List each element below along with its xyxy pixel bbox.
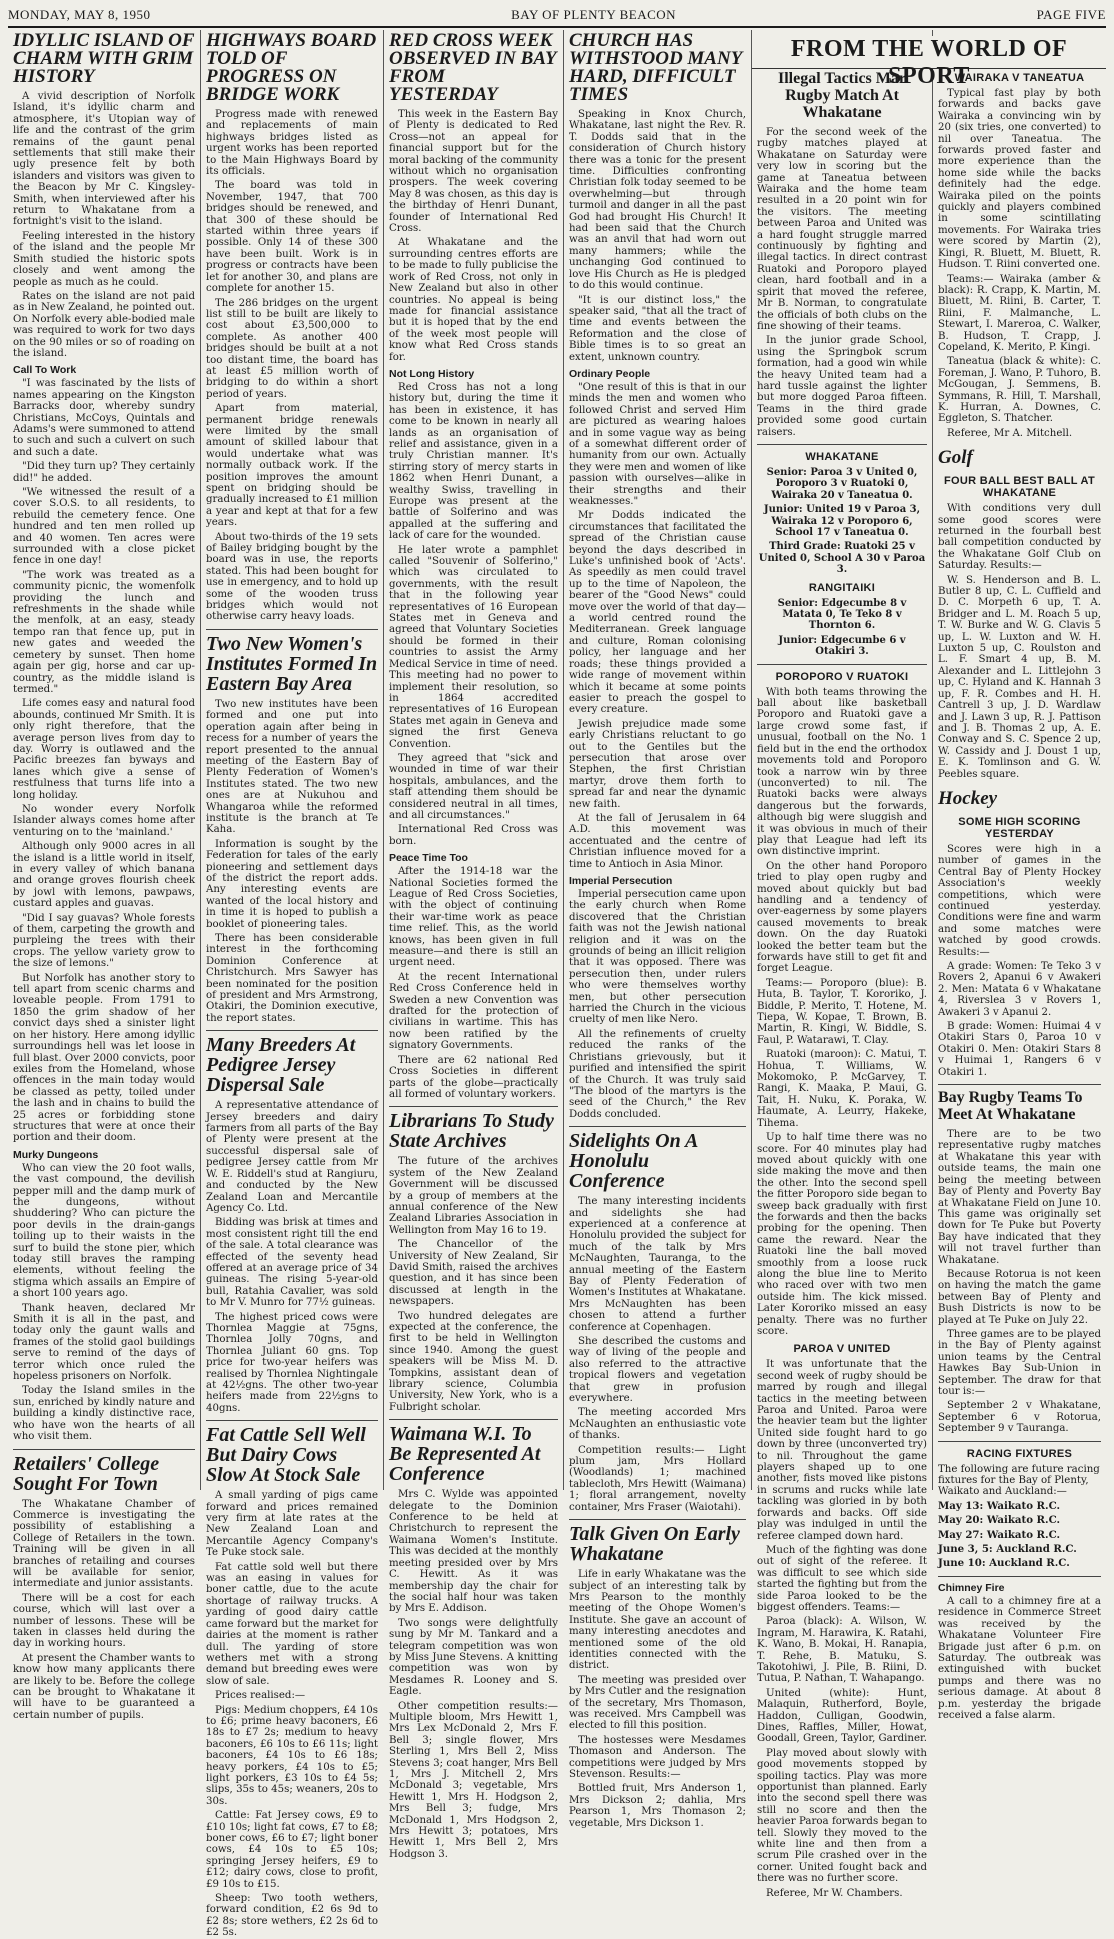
honolulu-paragraph: The many interesting incidents and sidelights she had experienced at a conference at Honolulu provided the subject for much of the talk by Mrs McNaughten, Tauranga, to the annual meeting of the Eastern Bay of Plenty Federation of Women's Institutes at Whakatane. Mrs McNaughten has been chosen to attend a further conference at Copenhagen. <box>569 1196 746 1333</box>
result-line: Junior: Edgecumbe 6 v Otakiri 3. <box>778 634 906 658</box>
norfolk-subhead: Call To Work <box>13 364 77 377</box>
fatcattle-paragraph: Pigs: Medium choppers, £4 10s to £6; prime heavy baconers, £6 18s to £7 2s; medium to heavy baconers, £6 10s to £6 11s; light baconers, £4 10s to £6 18s; heavy porkers, £4 10s to £5; light porkers, £3 10s to £4 5s; slips, 35s to 45s; weaners, 20s to 30s. <box>206 1704 378 1807</box>
wairaka-article <box>938 72 1101 439</box>
norfolk-paragraph: Who can view the 20 foot walls, the vast compound, the devilish pepper mill and the damp murk of the dungeons, without shuddering? Who can picture the poor devils in the drain-gangs toiling up to their waists in the surf to build the stone pier, which today still braves the ramping elements, without feeling the stigma which assails an Empire of a short 100 years ago. <box>13 1162 195 1300</box>
retailers-article <box>13 1454 195 1722</box>
church-paragraph: Jewish prejudice made some early Christians reluctant to go out to the Gentiles but the persecution that arose over Stephen, the first Christian martyr, drove them forth to spread far and near the dynamic new faith. <box>569 718 746 810</box>
church-paragraph: All the refinements of cruelty reduced the ranks of the Christians grievously, but it purified and intensified the spirit of the Church. It was truly said "The blood of the martyrs is the seed of the Church," the Rev Dodds concluded. <box>569 1028 746 1120</box>
column-6 <box>933 30 1106 1721</box>
breeders-paragraph: The highest priced cows were Thornlea Maggie at 75gns, Thornlea Jolly 70gns, and Thornlea Juliant 60 gns. Top price for two-year heifers was realised by Thornlea Nightingale at 42½gns. The other two-year heifers made from 22½gns to 40gns. <box>206 1311 378 1414</box>
poroporo-paragraph: On the other hand Poroporo tried to play open rugby and moved about quickly but bad handling and a tendency of over-eagerness by some players caused movements to break down. On the day Ruatoki looked the better team but the forwards have still to get fit and forget League. <box>757 860 927 975</box>
article-divider <box>938 1576 1101 1577</box>
article-divider <box>13 1449 195 1450</box>
norfolk-paragraph: Thank heaven, declared Mr Smith it is all in the past, and today only the gaunt walls and frames of the stolid gaol buildings serve to remind of the days of terror which once ruled the hopeless prisoners on Norfolk. <box>13 1302 195 1383</box>
article-divider <box>938 1084 1101 1085</box>
masthead <box>8 4 1106 28</box>
waimana-paragraph: Two songs were delightfully sung by Mr M. Tankard and a telegram competition was won by Miss June Stevens. A knitting competition was won by Mesdames R. Looney and S. Eagle. <box>389 1617 558 1698</box>
column-5 <box>752 30 933 1899</box>
highways-paragraph: About two-thirds of the 19 sets of Bailey bridging bought by the board was in use, the reports stated. This had been bought for use in emergency, and to hold up some of the wooden truss bridges which would not otherwise carry heavy loads. <box>206 531 378 623</box>
illegal-tactics-article <box>757 70 927 438</box>
librarians-paragraph: The Chancellor of the University of New Zealand, Sir David Smith, raised the archives question, and it has since been discussed at length in the newspapers. <box>389 1239 558 1308</box>
redcross-subhead: Peace Time Too <box>389 852 468 865</box>
fatcattle-paragraph: Prices realised:— <box>215 1690 306 1702</box>
wairaka-paragraph: Typical fast play by both forwards and backs gave Wairaka a convincing win by 20 (six tries, one converted) to nil over Taneatua. The forwards proved faster and more experience than the home side while the backs definitely had the edge. Wairaka piled on the points quickly and players combined in some scintillating movements. For Wairaka tries were scored by Martin (2), Kingi, R. Bluett, M. Bluett, R. Hudson. T. Riini converted one. <box>938 88 1101 271</box>
bayrugby-paragraph: Because Rotorua is not keen on having the match the game between Bay of Plenty and Bush Districts is now to be played at Te Puke on July 22. <box>938 1268 1101 1326</box>
institutes-paragraph: There has been considerable interest in the forthcoming Dominion Conference at Christchurch. Mrs Sawyer has been nominated for the position of president and Mrs Armstrong, Otakiri, the Dominion executive, the report states. <box>206 933 378 1024</box>
fixture-line: May 13: Waikato R.C. <box>938 1499 1061 1512</box>
highways-paragraph: The board was told in November, 1947, that 700 bridges should be renewed, and that 300 of these should be started within three years if possible. Only 14 of these 300 have been built. Work is in progress or contracts have been let for another 30, and plans are complete for another 15. <box>206 180 378 295</box>
fixture-line: June 10: Auckland R.C. <box>938 1557 1070 1570</box>
church-paragraph: Speaking in Knox Church, Whakatane, last night the Rev. R. T. Dodds said that in the consideration of Church history there was a tonic for the present time. Difficulties confronting Christian folk today seemed to be overwhelming—but through turmoil and danger in all the past God had brought His Church! It had been said that the Church was an anvil that had worn out many hammers; while the unchanging God continued to love His Church as He is pledged to do this would continue. <box>569 109 746 292</box>
church-paragraph: Mr Dodds indicated the circumstances that facilitated the spread of the Christian cause beyond the days described in Luke's unfinished book of 'Acts'. As speedily as men could travel up to the time of Napoleon, the bearer of the "Good News" could move over the world of that day—a world centred round the Mediterranean. Greek language and culture, Roman colonising policy, her language and her roads; these things provided a wide range of movement within which it became at some points easier to preach the gospel to every creature. <box>569 510 746 716</box>
librarians-paragraph: The future of the archives system of the New Zealand Government will be discussed by a group of members at the annual conference of the New Zealand Libraries Association in Wellington from May 16 to 19. <box>389 1156 558 1236</box>
whakatane-results-title: WHAKATANE <box>805 450 879 463</box>
hockey-section-title: Hockey <box>938 787 998 809</box>
redcross-paragraph: This week in the Eastern Bay of Plenty is dedicated to Red Cross—not an appeal for financial support but for the moral backing of the community without which no organisation prospers. The week covering May 8 was chosen, as this day is the birthday of Henri Dunant, founder of International Red Cross. <box>389 109 558 235</box>
wairaka-paragraph: Referee, Mr A. Mitchell. <box>947 427 1073 439</box>
institutes-paragraph: Two new institutes have been formed and one put into operation again after being in recess for a number of years the report presented to the annual meeting of the Eastern Bay of Plenty Federation of Women's Institutes stated. The two new ones are at Nukuhou and Whangaroa while the reformed institute is the branch at Te Kaha. <box>206 698 378 836</box>
wairaka-paragraph: Taneatua (black & white): C. Foreman, J. Wano, P. Tuhoro, B. McGougan, J. Semmens, B. Symmans, R. Hill, T. Marshall, K. Hurran, A. Downes, C. Eggleton, S. Thatcher. <box>938 356 1101 425</box>
result-line: Third Grade: Ruatoki 25 v United 0, School A 30 v Paroa 3. <box>758 541 926 576</box>
fatcattle-article <box>206 1425 378 1938</box>
norfolk-article <box>13 32 195 1443</box>
hockey-paragraph: Scores were high in a number of games in the Central Bay of Plenty Hockey Association's weekly competitions, which were continued yesterday. Conditions were fine and warm and some matches were watched by good crowds. Results:— <box>938 843 1101 958</box>
column-1 <box>8 30 201 1721</box>
article-divider <box>569 1519 746 1520</box>
paroa-paragraph: Much of the fighting was done out of sight of the referee. It was difficult to see which side started the fighting but from the side Paroa looked to be the biggest offenders. Teams:— <box>757 1544 927 1613</box>
norfolk-paragraph: Although only 9000 acres in all the island is a little world in itself, in every valley of which banana and orange groves flourish cheek by jowl with lemons, pawpaws, custard apples and guavas. <box>13 841 195 910</box>
norfolk-paragraph: Today the Island smiles in the sun, enriched by kindly nature and building a kindly distinctive race, who have won the hearts of all who visit them. <box>13 1385 195 1443</box>
redcross-subhead: Not Long History <box>389 367 475 380</box>
paroa-paragraph: It was unfortunate that the second week of rugby should be marred by rough and illegal tactics in the meeting between Paroa and United. Paroa were the heavier team but the lighter United side fought hard to go down by three (unconverted try) to nil. Throughout the game players shaped up to one another, fists moved like pistons in scrums and rucks while late tackling was gloried in by both forwards and backs. Off side play was indulged in until the referee clamped down hard. <box>757 1359 927 1542</box>
bayrugby-headline: Bay Rugby Teams To Meet At Whakatane <box>938 1089 1083 1124</box>
article-divider <box>206 1420 378 1421</box>
norfolk-paragraph: "I was fascinated by the lists of names appearing on the Kingston Barracks door, whereby sundry Christians, McCoys, Quintals and Adams's were summoned to attend to such and such a culvert on such and such a date. <box>13 378 195 458</box>
norfolk-paragraph: "The work was treated as a community picnic, the womenfolk providing the lunch and refreshments in the shade while the menfolk, at an easy, steady tempo ran that fence up, put in new gates and weeded the cemetery by sunset. Then home again per gig, horse and car up-country, as the middle island is termed." <box>13 569 195 695</box>
wairaka-title: WAIRAKA V TANEATUA <box>954 72 1085 84</box>
highways-paragraph: Apart from material, permanent bridge renewals were limited by the small amount of skilled labour that would undertake what was normally outback work. If the position improves the amount spent on bridging should be gradually increased to £1 million a year and kept at that for a few years. <box>206 403 378 529</box>
hockey-paragraph: A grade: Women: Te Teko 3 v Rovers 2, Apanui 6 v Awakeri 2. Men: Matata 6 v Whakatane 4, Riverslea 3 v Rovers 1, Awakeri 3 v Apanui 2. <box>938 961 1101 1018</box>
church-paragraph: Imperial persecution came upon the early church when Rome discovered that the Christian faith was not the Jewish national religion and it was on the grounds of being an illicit religion that it was opposed. There was persecution then, under rulers who were themselves worthy men, but other persecution harried the Church in the vicious cruelty of men like Nero. <box>569 889 746 1026</box>
article-divider <box>569 1126 746 1127</box>
retailers-paragraph: There will be a cost for each course, which will last over a number of lessons. These will be taken in classes held during the day in working hours. <box>13 1592 195 1650</box>
paroa-paragraph: Play moved about slowly with good movements stopped by spoiling tactics. Play was more opportunist than planned. Early into the second spell there was still no score and then the heavier Paroa forwards began to tell. Slowly they moved to the white line and then from a scrum Pile crashed over in the corner. United fought back and there was no further score. <box>757 1747 927 1885</box>
redcross-paragraph: After the 1914-18 war the National Societies formed the League of Red Cross Societies, with the object of continuing their war-time work as peace time relief. This, as the world knows, has been given in full measure—and there is still an urgent need. <box>389 866 558 969</box>
fatcattle-paragraph: Fat cattle sold well but there was an easing in values for boner cattle, due to the acute shortage of railway trucks. A yarding of good dairy cattle came forward but the market for dairies at the moment is rather dull. The yarding of store wethers met with a strong demand but breeding ewes were slow of sale. <box>206 1561 378 1687</box>
whakatane-results <box>757 451 927 576</box>
poroporo-paragraph: Up to half time there was no score. For 40 minutes play had moved about quickly with one side making the move and then the other. Into the second spell the fitter Poroporo side began to sweep back gradually with first the forwards and then the backs probing for the opening. Then came the reward. Near the Ruatoki line the ball moved smoothly from a loose ruck along the blue line to Merito who raced over with two men outside him. The kick missed. Later Kororiko missed an easy penalty. There was no further score. <box>757 1132 927 1337</box>
fixture-line: May 27: Waikato R.C. <box>938 1528 1061 1541</box>
golf-paragraph: W. S. Henderson and B. L. Butler 8 up, C. L. Cuffield and D. C. Morpeth 6 up, T. A. Bridger and L. M. Roach 5 up, T. W. Burke and W. G. Clavis 5 up, L. W. Luxton and W. H. Luxton 5 up, C. Roulston and L. F. Smart 4 up, B. M. Alexander and L. Littlejohn 3 up, C. Hyland and K. Hannah 3 up, F. R. Combes and H. H. Cantrell 3 up, J. D. Wardlaw and J. Lawn 3 up, R. J. Pattison and J. B. Thomas 2 up, A. E. Conway and S. C. Spence 2 up, W. Cassidy and J. Doust 1 up, E. K. Tomlinson and G. W. Peebles square. <box>938 574 1101 780</box>
paroa-paragraph: Referee, Mr W. Chambers. <box>766 1887 903 1899</box>
norfolk-paragraph: Rates on the island are not paid as in New Zealand, he pointed out. On Norfolk every able-bodied male was required to work for two days on the 90 miles or so of roading on the island. <box>13 290 195 359</box>
poroporo-title: POROPORO V RUATOKI <box>775 670 909 683</box>
redcross-article <box>389 32 558 1100</box>
norfolk-paragraph: No wonder every Norfolk Islander always comes home after venturing on to the 'mainland.' <box>13 803 195 838</box>
fixture-line: May 20: Waikato R.C. <box>938 1514 1061 1527</box>
norfolk-paragraph: But Norfolk has another story to tell apart from scenic charms and loveable people. From 1791 to 1850 the grim shadow of her convict days shed a sinister light on her history. Here among idyllic surroundings hell was let loose in full blast. Over 2000 convicts, poor exiles from the Homeland, whose offences in the main today would be classed as petty, toiled under the lash and in chains to build the 25 acres or forbidding stone structures that were at once their portion and their doom. <box>13 972 195 1144</box>
norfolk-paragraph: A vivid description of Norfolk Island, it's idyllic charm and atmosphere, it's Utopian way of life and the contrast of the grim remains of the gaunt penal settlements that still make their ugly presence felt by both islanders and visitors was given to the Beacon by Mr C. Kingsley-Smith, when interviewed after his return to Whakatane from a fortnight's visit to the island. <box>13 91 195 228</box>
result-line: Senior: Paroa 3 v United 0, Poroporo 3 v Ruatoki 0, Wairaka 20 v Taneatua 0. <box>766 466 918 501</box>
article-divider <box>389 1106 558 1107</box>
norfolk-paragraph: Life comes easy and natural food abounds, continued Mr Smith. It is only right therefore, that the average person lives from day to day. Worry is outlawed and the Pacific breezes fan byways and lanes which give a sense of restfulness that turns life into a long holiday. <box>13 698 195 801</box>
norfolk-headline: IDYLLIC ISLAND OF CHARM WITH GRIM HISTORY <box>13 30 195 87</box>
talk-headline: Talk Given On Early Whakatane <box>569 1523 740 1566</box>
paroa-paragraph: United (white): Hunt, Malaquin, Rutherford, Boyle, Haddon, Culligan, Goodwin, Dines, Raffles, Miller, Howat, Goodall, Green, Taylor, Gardiner. <box>757 1687 927 1745</box>
poroporo-paragraph: Ruatoki (maroon): C. Matui, T. Hohua, T. Williams, W. Mokomoko, P. McGarvey, T. Rangi, K. Maaka, P. Maui, G. Tait, H. Nuku, K. Poraka, W. Haumate, A. Leurry, Hakeke, Tihema. <box>757 1049 927 1129</box>
waimana-article <box>389 1424 558 1860</box>
fatcattle-paragraph: Sheep: Two tooth wethers, forward condition, £2 6s 9d to £2 8s; store wethers, £2 2s 6d to £2 5s. <box>206 1893 378 1939</box>
redcross-paragraph: At the recent International Red Cross Conference held in Sweden a new Convention was drafted for the protection of civilians in wartime. This has now been ratified by the signatory Governments. <box>389 971 558 1052</box>
illegal-tactics-paragraph: For the second week of the rugby matches played at Whakatane on Saturday were very low in scoring but the game at Taneatua between Wairaka and the home team resulted in a 20 point win for the visitors. The meeting between Paroa and United was a hard fought struggle marred continuously by fighting and illegal tactics. In direct contrast Ruatoki and Poroporo played clean, hard football and in a spirit that moved the referee, Mr B. Norman, to congratulate the officials of both clubs on the fine showing of their teams. <box>757 127 927 332</box>
retailers-paragraph: At present the Chamber wants to know how many applicants there are likely to be. Before the college can be brought to Whakatane it will have to be guaranteed a certain number of pupils. <box>13 1652 195 1721</box>
talk-paragraph: The meeting was presided over by Mrs Cutler and the resignation of the secretary, Mrs Thomason, was received. Mrs Campbell was elected to fill this position. <box>569 1674 746 1732</box>
sport-banner: FROM THE WORLD OF SPORT <box>752 36 1106 69</box>
article-divider <box>757 664 927 665</box>
newspaper-name: BAY OF PLENTY BEACON <box>511 7 677 22</box>
highways-paragraph: The 286 bridges on the urgent list still to be built are likely to cost about £3,500,000 to complete. As another 400 bridges should be built at a not too distant time, the board has at least £5 million worth of bridging to do within a short period of years. <box>206 297 378 400</box>
honolulu-headline: Sidelights On A Honolulu Conference <box>569 1130 698 1193</box>
chimney-title: Chimney Fire <box>938 1581 1005 1594</box>
column-3 <box>384 30 564 1860</box>
church-paragraph: At the fall of Jerusalem in 64 A.D. this movement was accentuated and the centre of Christian influence moved for a time to Antioch in Asia Minor. <box>569 812 746 870</box>
golf-paragraph: With conditions very dull some good scores were returned in the fourball best ball competition conducted by the Whakatane Golf Club on Saturday. Results:— <box>938 503 1101 572</box>
norfolk-paragraph: Feeling interested in the history of the island and the people Mr Smith studied the historic spots closely and went among the people as much as he could. <box>13 230 195 288</box>
talk-article <box>569 1524 746 1829</box>
waimana-headline: Waimana W.I. To Be Represented At Conference <box>389 1423 541 1486</box>
honolulu-paragraph: Competition results:— Light plum jam, Mrs Hollard (Woodlands) 1; machined tablecloth, Mrs Hewitt (Waimana) 1; floral arrangement, novelty container, Mrs Fraser (Waiotahi). <box>569 1444 746 1513</box>
result-line: Senior: Edgecumbe 8 v Matata 0, Te Teko 8 v Thornton 6. <box>777 597 907 632</box>
article-divider <box>206 1030 378 1031</box>
highways-paragraph: Progress made with renewed and replacements of main highways bridges listed as urgent works has been reported to the Main Highways Board by its officials. <box>206 109 378 178</box>
article-divider <box>757 444 927 445</box>
golf-section <box>938 447 1101 780</box>
illegal-tactics-headline: Illegal Tactics Mar Rugby Match At Whakatane <box>778 70 906 121</box>
norfolk-paragraph: "We witnessed the result of a cover S.O.S. to all residents, to rebuild the cemetery fence. One hundred and ten men rolled up and 40 women. Ten acres were surrounded with a close picket fence in one day! <box>13 487 195 567</box>
breeders-headline: Many Breeders At Pedigree Jersey Dispersal Sale <box>206 1034 356 1097</box>
church-paragraph: "One result of this is that in our minds the men and women who followed Christ and served Him are pictured as wearing haloes and in some vague way as being of a somewhat different order of humanity from our own. Actually they were men and women of like passion with ourselves—alike in their strengths and their weaknesses." <box>569 381 746 507</box>
institutes-article <box>206 634 378 1024</box>
waimana-paragraph: Other competition results:— Multiple bloom, Mrs Hewitt 1, Mrs Lex McDonald 2, Mrs F. Bell 3; single flower, Mrs Sterling 1, Mrs Bell 2, Miss Stevens 3; coat hanger, Mrs Bell 1, Mrs J. Mitchell 2, Mrs McDonald 3; vegetable, Mrs Hewitt 1, Mrs H. Hodgson 2, Mrs Bell 3; fudge, Mrs McDonald 1, Mrs Hodgson 2, Mrs Hewitt 3; potatoes, Mrs Hewitt 1, Mrs Bell 2, Mrs Hodgson 3. <box>389 1700 558 1860</box>
highways-headline: HIGHWAYS BOARD TOLD OF PROGRESS ON BRIDGE WORK <box>206 30 377 105</box>
article-divider <box>389 1419 558 1420</box>
librarians-headline: Librarians To Study State Archives <box>389 1110 554 1153</box>
redcross-paragraph: Red Cross has not a long history but, during the time it has been in existence, it has come to be known in nearly all lands as an organisation of relief and assistance, given in a truly Christian manner. It's stirring story of mercy starts in 1862 when Henri Dunant, a wealthy Swiss, travelling in Europe was present at the battle of Solferino and was appalled at the suffering and lack of care for the wounded. <box>389 381 558 542</box>
redcross-paragraph: At Whakatane and the surrounding centres efforts are to be made to fully publicise the work of Red Cross, not only in New Zealand but also in other countries. No appeal is being made for financial assistance but it is hoped that by the end of the week most people will know what Red Cross stands for. <box>389 237 558 363</box>
breeders-paragraph: Bidding was brisk at times and most consistent right till the end of the sale. A total clearance was effected of the seventy head offered at an average price of 34 guineas. The rising 5-year-old bull, Ratahia Cavalier, was sold to Mr V. Munro for 77½ guineas. <box>206 1217 378 1309</box>
hockey-paragraph: B grade: Women: Huimai 4 v Otakiri Stars 0, Paroa 10 v Otakiri 0. Men: Otakiri Stars 8 v Huimai 1, Rangers 6 v Otakiri 1. <box>938 1021 1101 1078</box>
poroporo-paragraph: Teams:— Poroporo (blue): B. Huta, B. Taylor, T. Kororiko, J. Biddle, P. Merito, T. Hotene, M. Tiepa, W. Kopae, T. Brown, B. Martin, R. Kingi, W. Biddle, S. Faul, P. Watarawi, T. Clay. <box>757 977 927 1046</box>
talk-paragraph: Bottled fruit, Mrs Anderson 1, Mrs Dickson 2; dahlia, Mrs Pearson 1, Mrs Thomason 2; vegetable, Mrs Dickson 1. <box>569 1783 746 1829</box>
redcross-paragraph: They agreed that "sick and wounded in time of war their hospitals, ambulances, and the staff attending them should be considered neutral in all times, and all circumstances." <box>389 752 558 821</box>
librarians-article <box>389 1111 558 1413</box>
church-paragraph: "It is our distinct loss," the speaker said, "that all the tract of time and events between the Reformation and the close of Bible times is to so great an extent, unknown country. <box>569 294 746 363</box>
retailers-headline: Retailers' College Sought For Town <box>13 1452 160 1495</box>
chimney-paragraph: A call to a chimney fire at a residence in Commerce Street was received by the Whakatane Volunteer Fire Brigade just after 6 p.m. on Saturday. The outbreak was extinguished with bucket pumps and there was no serious damage. At about 8 p.m. yesterday the brigade received a false alarm. <box>938 1595 1101 1721</box>
paroa-article <box>757 1343 927 1899</box>
church-subhead: Imperial Persecution <box>569 875 673 887</box>
bayrugby-paragraph: September 2 v Whakatane, September 6 v Rotorua, September 9 v Tauranga. <box>938 1400 1101 1435</box>
talk-paragraph: The hostesses were Mesdames Thomason and Anderson. The competitions were judged by Mrs Stevenson. Results:— <box>569 1734 746 1780</box>
page-number: PAGE FIVE <box>1036 7 1106 22</box>
redcross-paragraph: International Red Cross was born. <box>389 824 558 847</box>
golf-title: FOUR BALL BEST BALL AT WHAKATANE <box>943 475 1096 500</box>
page-columns <box>8 30 1106 1939</box>
retailers-paragraph: The Whakatane Chamber of Commerce is investigating the possibility of establishing a College of Retailers in the town. Training will be given in all branches of retailing and courses will be available for senior, intermediate and junior assistants. <box>13 1498 195 1590</box>
rangitaiki-results <box>757 582 927 658</box>
fatcattle-headline: Fat Cattle Sell Well But Dairy Cows Slow At Stock Sale <box>206 1424 366 1487</box>
result-line: Junior: United 19 v Paroa 3, Wairaka 12 v Poroporo 6, School 17 v Taneatua 0. <box>763 504 921 538</box>
breeders-paragraph: A representative attendance of Jersey breeders and dairy farmers from all parts of the Bay of Plenty were present at the successful dispersal sale of pedigree Jersey cattle from Mr W. E. Riddell's stud at Rangiuru, and conducted by the New Zealand Loan and Mercantile Agency Co. Ltd. <box>206 1100 378 1214</box>
honolulu-paragraph: She described the customs and way of living of the people and also referred to the attractive tropical flowers and vegetation that grew in profusion everywhere. <box>569 1336 746 1405</box>
hockey-section <box>938 788 1101 1078</box>
poroporo-article <box>757 671 927 1338</box>
institutes-paragraph: Information is sought by the Federation for tales of the early pioneering and settlement days of the district the report adds. Any interesting events are wanted of the local history and in time it is hoped to publish a booklet of pioneering tales. <box>206 838 378 930</box>
wairaka-paragraph: Teams:— Wairaka (amber & black): R. Crapp, K. Martin, M. Bluett, M. Riini, B. Carter, T. Riini, F. Malmanche, L. Stewart, I. Mareroa, C. Walker, B. Hudson, T. Crapp, J. Copeland, K. Merito, P. Kingi. <box>938 273 1101 353</box>
church-subhead: Ordinary People <box>569 367 651 380</box>
talk-paragraph: Life in early Whakatane was the subject of an interesting talk by Mrs Pearson to the monthly meeting of the Ohope Women's Institute. She gave an account of many interesting anecdotes and mentioned some of the old identities connected with the district. <box>569 1569 746 1672</box>
librarians-paragraph: Two hundred delegates are expected at the conference, the first to be held in Wellington since 1940. Among the guest speakers will be Miss M. D. Tompkins, assistant dean of library science, Columbia University, New York, who is a Fulbright scholar. <box>389 1310 558 1413</box>
redcross-paragraph: There are 62 national Red Cross Societies in different parts of the globe—practically all formed of voluntary workers. <box>389 1054 558 1100</box>
redcross-headline: RED CROSS WEEK OBSERVED IN BAY FROM YESTERDAY <box>389 30 556 105</box>
paroa-title: PAROA V UNITED <box>793 1343 891 1356</box>
fixture-line: June 3, 5: Auckland R.C. <box>938 1543 1077 1556</box>
church-article <box>569 32 746 1120</box>
breeders-article <box>206 1035 378 1414</box>
column-2 <box>201 30 384 1939</box>
hockey-title: SOME HIGH SCORING YESTERDAY <box>958 815 1081 840</box>
institutes-headline: Two New Women's Institutes Formed In Eastern Bay Area <box>206 632 378 695</box>
article-divider <box>938 1441 1101 1442</box>
norfolk-paragraph: "Did I say guavas? Whole forests of them, carpeting the growth and purpleing the trees with their crops. The yellow variety grow to the size of lemons." <box>13 912 195 970</box>
bayrugby-paragraph: There are to be two representative rugby matches at Whakatane this year with outside teams, the main one being the meeting between Bay of Plenty and Poverty Bay at Whakatane Field on June 10. This game was originally set down for Te Puke but Poverty Bay have indicated that they will not travel further than Whakatane. <box>938 1129 1101 1266</box>
waimana-paragraph: Mrs C. Wylde was appointed delegate to the Dominion Conference to be held at Christchurch to represent the Waimana Women's Institute. This was decided at the monthly meeting presided over by Mrs C. Hewitt. As it was membership day the chair for the social half hour was taken by Mrs E. Addison. <box>389 1489 558 1615</box>
highways-article <box>206 32 378 623</box>
paroa-paragraph: Paroa (black): A. Wilson, W. Ingram, M. Harawira, K. Ratahi, K. Wano, B. Mokai, H. Ranapia, T. Rehe, B. Matuku, S. Takotohiwi, J. Pile, B. Riini, D. Tutua, P. Nathan, T. Wahapango. <box>757 1616 927 1685</box>
article-divider <box>206 629 378 630</box>
honolulu-paragraph: The meeting accorded Mrs McNaughten an enthusiastic vote of thanks. <box>569 1407 746 1442</box>
bayrugby-paragraph: Three games are to be played in the Bay of Plenty against union teams by the Central Hawkes Bay Sub-Union in September. The draw for that tour is:— <box>938 1328 1101 1397</box>
rangitaiki-results-title: RANGITAIKI <box>808 581 876 594</box>
honolulu-article <box>569 1131 746 1513</box>
column-4 <box>564 30 752 1829</box>
church-headline: CHURCH HAS WITHSTOOD MANY HARD, DIFFICULT TIMES <box>569 30 742 105</box>
racing-fixtures <box>938 1448 1101 1570</box>
racing-title: RACING FIXTURES <box>966 1447 1073 1460</box>
illegal-tactics-paragraph: In the junior grade School, using the Springbok scrum formation, had a good win while the heavy United team had a hard tussle against the lighter but more dogged Paroa fifteen. Teams in the third grade provided some good curtain raisers. <box>757 335 927 438</box>
chimney-article <box>938 1582 1101 1721</box>
norfolk-subhead: Murky Dungeons <box>13 1148 99 1161</box>
golf-section-title: Golf <box>938 447 973 469</box>
norfolk-paragraph: "Did they turn up? They certainly did!" he added. <box>13 461 195 484</box>
poroporo-paragraph: With both teams throwing the ball about like basketball Poroporo and Ruatoki gave a large crowd some fast, if unusual, football on the No. 1 field but in the end the orthodox movements told and Poroporo took a narrow win by three (unconverted) to nil. The Ruatoki backs were always dangerous but the forwards, although big were sluggish and it was obvious in much of their play that League had left its own distinctive imprint. <box>757 686 927 858</box>
redcross-paragraph: He later wrote a pamphlet called "Souvenir of Solferino," which was circulated to governments, with the result that in the following year representatives of 16 European States met in Geneva and agreed that Voluntary Societies should be formed in their countries to assist the Army Medical Service in time of need. This meeting had no power to implement their resolution, so in 1864 accredited representatives of 16 European States met again in Geneva and signed the first Geneva Convention. <box>389 544 558 750</box>
racing-paragraph: The following are future racing fixtures for the Bay of Plenty, Waikato and Auckland:— <box>938 1463 1100 1498</box>
bayrugby-article <box>938 1089 1101 1435</box>
fatcattle-paragraph: Cattle: Fat Jersey cows, £9 to £10 10s; light fat cows, £7 to £8; boner cows, £6 to £7; light boner cows, £4 10s to £5 10s; springing Jersey heifers, £9 to £12; dairy cows, close to profit, £9 10s to £15. <box>206 1810 378 1890</box>
fatcattle-paragraph: A small yarding of pigs came forward and prices remained very firm at late rates at the New Zealand Loan and Mercantile Agency Company's Te Puke stock sale. <box>206 1490 378 1559</box>
issue-date: MONDAY, MAY 8, 1950 <box>8 7 151 22</box>
